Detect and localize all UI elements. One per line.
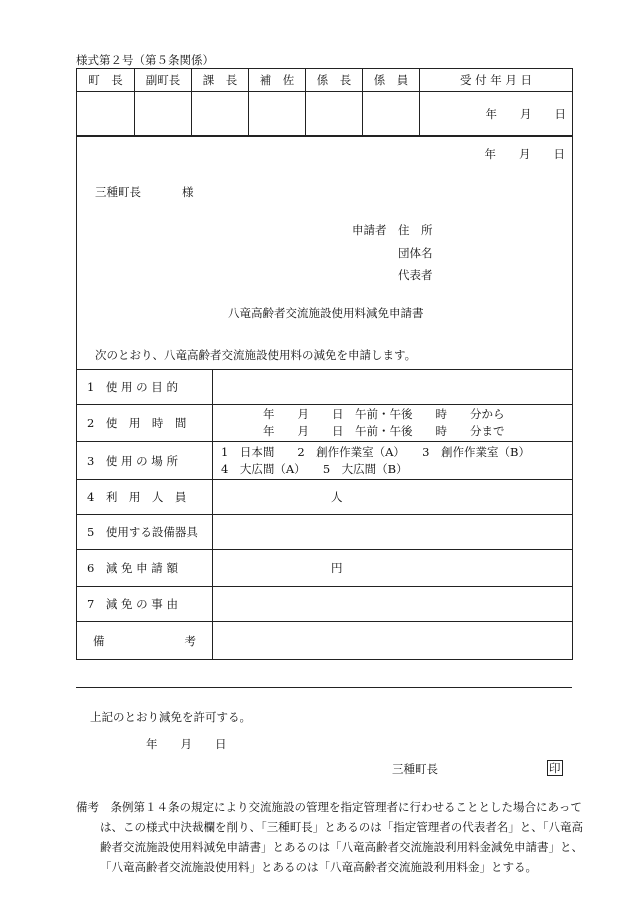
- amount-field[interactable]: [213, 550, 573, 587]
- stamp-cell-deputy-mayor[interactable]: [135, 92, 192, 136]
- place-options-line2: 4 大広間（A） 5 大広間（B）: [221, 461, 408, 476]
- header-mayor: 町 長: [77, 69, 135, 92]
- approval-text: 上記のとおり減免を許可する。: [90, 710, 251, 724]
- header-section-chief: 課 長: [192, 69, 249, 92]
- users-unit: 人: [331, 490, 343, 504]
- table-row: [77, 370, 573, 405]
- remarks-left: 備: [93, 633, 105, 648]
- stamp-cell-section-chief[interactable]: [192, 92, 249, 136]
- header-received-date: 受 付 年 月 日: [420, 69, 573, 92]
- row-label-purpose: 1 使 用 の 目 的: [77, 370, 213, 405]
- header-deputy-mayor: 副町長: [135, 69, 192, 92]
- row-label-equipment: 5 使用する設備器具: [77, 515, 213, 550]
- amount-unit: 円: [331, 561, 343, 575]
- applicant-representative-label: 代表者: [398, 268, 433, 282]
- note-line-2: は、この様式中決裁欄を削り、「三種町長」とあるのは「指定管理者の代表者名」と、「八竜高: [100, 820, 583, 834]
- stamp-cell-staff[interactable]: [363, 92, 420, 136]
- received-date-field[interactable]: 年 月 日: [420, 92, 573, 136]
- place-options-line1: 1 日本間 2 創作作業室（A） 3 創作作業室（B）: [221, 444, 530, 459]
- header-staff: 係 員: [363, 69, 420, 92]
- table-row: [77, 515, 573, 550]
- table-row: [77, 622, 573, 660]
- table-row: [77, 442, 573, 480]
- note-line-1: 備考 条例第１４条の規定により交流施設の管理を指定管理者に行わせることとした場合にあって: [76, 800, 582, 814]
- table-row: [77, 405, 573, 442]
- reason-field[interactable]: [213, 587, 573, 622]
- detail-table: [76, 369, 573, 660]
- form-number: 様式第２号（第５条関係）: [76, 53, 214, 67]
- row-label-amount: 6 減 免 申 請 額: [77, 550, 213, 587]
- time-field[interactable]: [213, 405, 573, 442]
- note-line-4: 「八竜高齢者交流施設使用料」とあるのは「八竜高齢者交流施設利用料金」とする。: [100, 860, 537, 874]
- place-field[interactable]: [213, 442, 573, 480]
- row-label-remarks: [77, 622, 213, 660]
- row-label-place: 3 使 用 の 場 所: [77, 442, 213, 480]
- row-label-reason: 7 減 免 の 事 由: [77, 587, 213, 622]
- applicant-organization-label: 団体名: [398, 246, 433, 260]
- row-label-users: 4 利 用 人 員: [77, 480, 213, 515]
- header-assistant: 補 佐: [249, 69, 306, 92]
- honorific: 様: [182, 185, 194, 199]
- remarks-right: 考: [184, 633, 196, 648]
- header-unit-chief: 係 長: [306, 69, 363, 92]
- seal-text: 印: [549, 761, 561, 775]
- intro-text: 次のとおり、八竜高齢者交流施設使用料の減免を申請します。: [95, 348, 417, 362]
- approval-date[interactable]: 年 月 日: [146, 737, 227, 751]
- time-to-text: 年 月 日 午前・午後 時 分まで: [263, 424, 505, 438]
- applicant-address-label: 住 所: [398, 223, 433, 237]
- application-date[interactable]: 年 月 日: [484, 147, 565, 161]
- row-label-time: 2 使 用 時 間: [77, 405, 213, 442]
- purpose-field[interactable]: [213, 370, 573, 405]
- divider: [76, 687, 572, 688]
- equipment-field[interactable]: [213, 515, 573, 550]
- applicant-label: 申請者: [352, 223, 387, 237]
- users-field[interactable]: [213, 480, 573, 515]
- approver-name: 三種町長: [392, 762, 438, 776]
- addressee: 三種町長: [95, 185, 141, 199]
- remarks-field[interactable]: [213, 622, 573, 660]
- table-row: [77, 480, 573, 515]
- stamp-cell-unit-chief[interactable]: [306, 92, 363, 136]
- seal-mark: [547, 760, 563, 776]
- form-title: 八竜高齢者交流施設使用料減免申請書: [228, 306, 424, 320]
- stamp-cell-assistant[interactable]: [249, 92, 306, 136]
- approval-table: [76, 68, 573, 136]
- note-block: [76, 797, 583, 877]
- table-row: [77, 587, 573, 622]
- note-line-3: 齢者交流施設使用料減免申請書」とあるのは「八竜高齢者交流施設利用料金減免申請書」と、: [100, 840, 583, 854]
- application-header-box: [76, 136, 573, 370]
- table-row: [77, 550, 573, 587]
- time-from-text: 年 月 日 午前・午後 時 分から: [263, 407, 505, 421]
- stamp-cell-mayor[interactable]: [77, 92, 135, 136]
